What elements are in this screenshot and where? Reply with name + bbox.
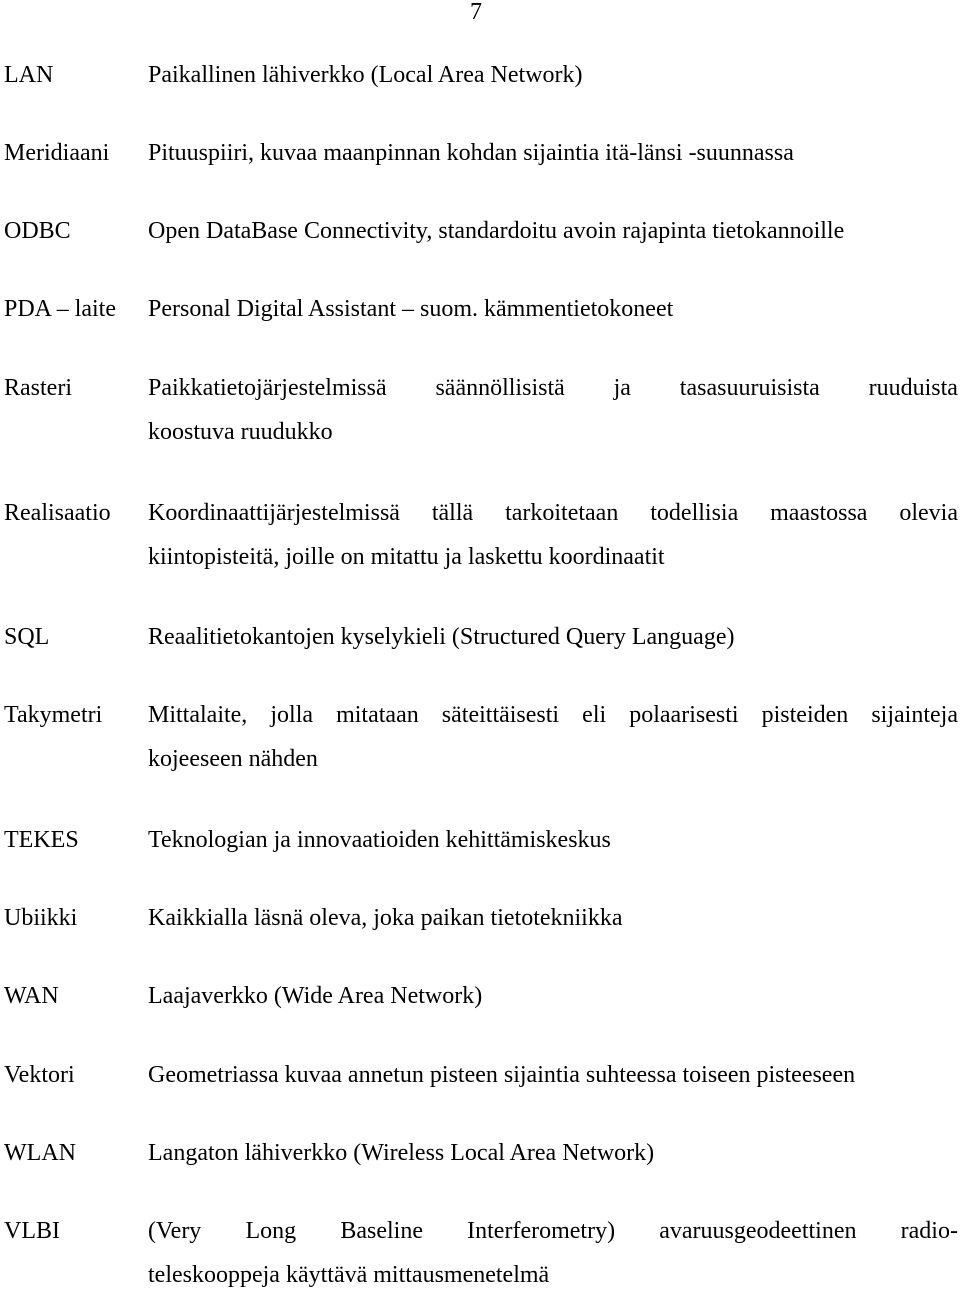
definition-word: Baseline [340, 1218, 423, 1244]
glossary-definition-line-1 [148, 374, 958, 402]
definition-word: maastossa [770, 500, 868, 526]
glossary-definition: Pituuspiiri, kuvaa maanpinnan kohdan sijaintia itä-länsi -suunnassa [148, 140, 794, 166]
definition-word: mitataan [336, 702, 419, 728]
definition-word: sijainteja [871, 702, 958, 728]
glossary-definition: Laajaverkko (Wide Area Network) [148, 983, 483, 1009]
definition-word: eli [582, 702, 607, 728]
glossary-definition-line-2: koostuva ruudukko [148, 419, 333, 445]
definition-word: tarkoitetaan [505, 500, 619, 526]
definition-word: Koordinaattijärjestelmissä [148, 500, 400, 526]
glossary-term: PDA – laite [4, 296, 116, 322]
glossary-definition: Personal Digital Assistant – suom. kämmentietokoneet [148, 296, 674, 322]
definition-word: radio- [900, 1218, 958, 1244]
glossary-term: Realisaatio [4, 500, 111, 526]
definition-word: pisteiden [761, 702, 849, 728]
glossary-definition: Geometriassa kuvaa annetun pisteen sijaintia suhteessa toiseen pisteeseen [148, 1062, 856, 1088]
definition-word: polaarisesti [629, 702, 739, 728]
definition-word: tällä [431, 500, 474, 526]
glossary-definition-line-1 [148, 701, 958, 729]
definition-word: säännöllisistä [435, 375, 565, 401]
glossary-definition-line-1 [148, 1217, 958, 1245]
definition-word: Interferometry) [467, 1218, 616, 1244]
glossary-definition-line-2: kojeeseen nähden [148, 746, 318, 772]
glossary-definition: Teknologian ja innovaatioiden kehittämiskeskus [148, 827, 611, 853]
glossary-term: Ubiikki [4, 905, 78, 931]
definition-word: tasasuuruisista [679, 375, 820, 401]
glossary-definition-line-1 [148, 499, 958, 527]
definition-word: avaruusgeodeettinen [659, 1218, 857, 1244]
glossary-term: Takymetri [4, 702, 103, 728]
definition-word: Mittalaite, [148, 702, 248, 728]
definition-word: Long [245, 1218, 297, 1244]
definition-word: todellisia [650, 500, 739, 526]
glossary-definition: Kaikkialla läsnä oleva, joka paikan tietotekniikka [148, 905, 623, 931]
definition-word: Paikkatietojärjestelmissä [148, 375, 387, 401]
glossary-term: TEKES [4, 827, 79, 853]
glossary-definition: Open DataBase Connectivity, standardoitu avoin rajapinta tietokannoille [148, 218, 845, 244]
glossary-definition: Langaton lähiverkko (Wireless Local Area Network) [148, 1140, 655, 1166]
definition-word: jolla [270, 702, 314, 728]
definition-word: ja [613, 375, 631, 401]
glossary-term: SQL [4, 624, 50, 650]
definition-word: säteittäisesti [441, 702, 560, 728]
glossary-term: WLAN [4, 1140, 76, 1166]
glossary-term: ODBC [4, 218, 71, 244]
glossary-term: LAN [4, 62, 54, 88]
definition-word: olevia [899, 500, 958, 526]
glossary-definition: Reaalitietokantojen kyselykieli (Structured Query Language) [148, 624, 735, 650]
definition-word: ruuduista [868, 375, 958, 401]
glossary-term: Rasteri [4, 375, 72, 401]
glossary-definition-line-2: kiintopisteitä, joille on mitattu ja laskettu koordinaatit [148, 544, 665, 570]
definition-word: (Very [148, 1218, 202, 1244]
glossary-term: WAN [4, 983, 59, 1009]
glossary-term: VLBI [4, 1218, 60, 1244]
glossary-definition: Paikallinen lähiverkko (Local Area Network) [148, 62, 583, 88]
page-number: 7 [470, 0, 482, 25]
glossary-term: Meridiaani [4, 140, 110, 166]
glossary-term: Vektori [4, 1062, 75, 1088]
glossary-definition-line-2: teleskooppeja käyttävä mittausmenetelmä [148, 1262, 550, 1288]
